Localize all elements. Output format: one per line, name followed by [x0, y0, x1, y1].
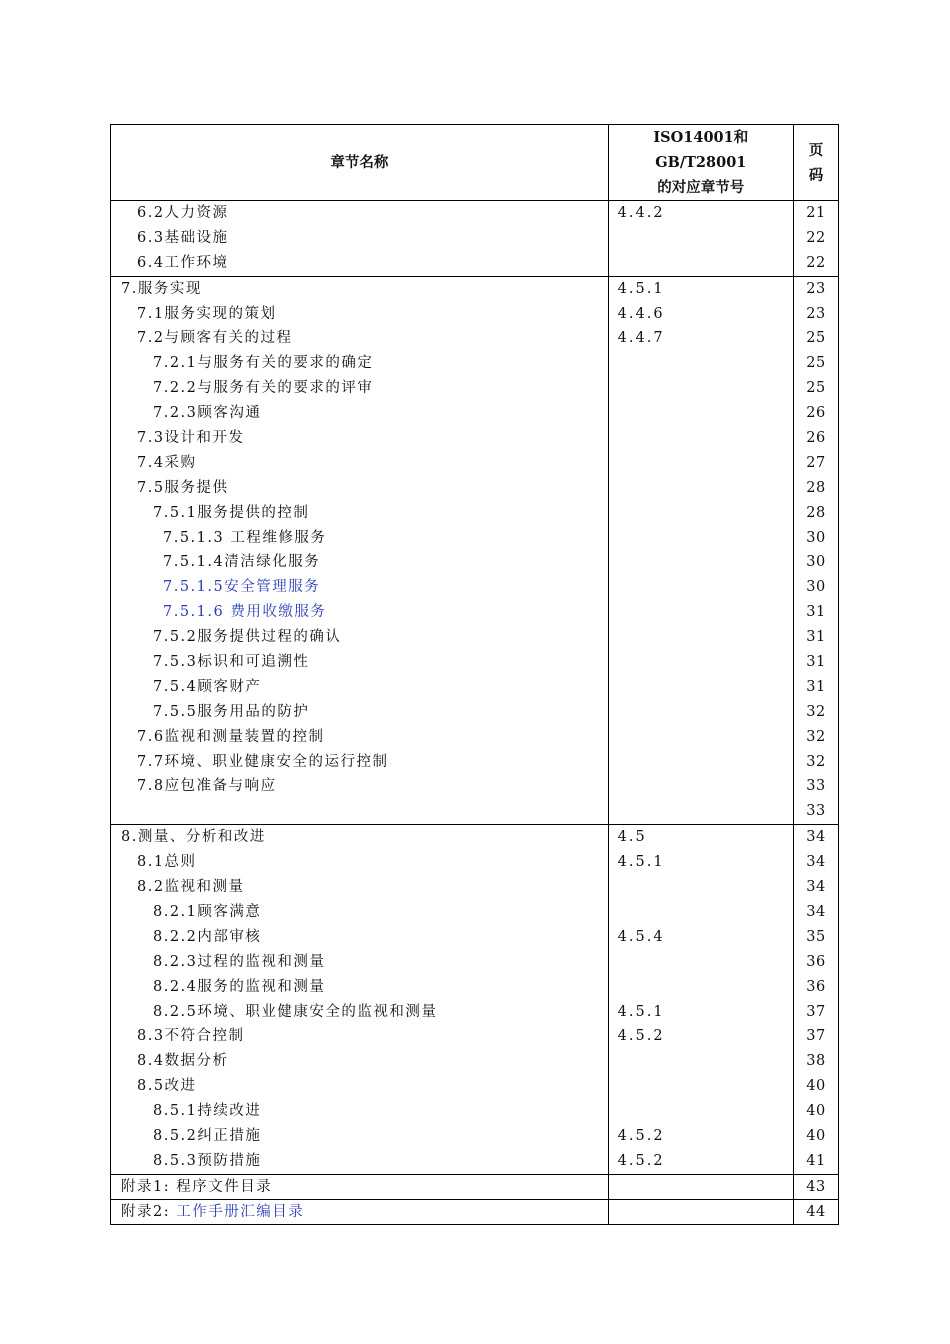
toc-entry: 7.2.3顾客沟通	[153, 405, 262, 422]
page-number: 30	[806, 529, 826, 546]
page-number: 38	[806, 1053, 826, 1070]
page-number: 31	[806, 654, 826, 671]
iso-clause	[609, 1049, 793, 1074]
toc-entry: 7.5服务提供	[137, 479, 229, 496]
toc-entry: 7.3设计和开发	[137, 430, 245, 447]
appendix-1-title: 程序文件目录	[176, 1178, 273, 1195]
toc-entry: 8.5.2纠正措施	[153, 1127, 262, 1144]
appendix-1-prefix: 附录1:	[121, 1178, 171, 1195]
page-number: 32	[806, 753, 826, 770]
toc-entry: 8.2.4服务的监视和测量	[153, 978, 326, 995]
toc-entry: 8.5.3预防措施	[153, 1152, 262, 1169]
appendix-1-row	[111, 1174, 839, 1199]
toc-entry: 7.2.2与服务有关的要求的评审	[153, 380, 374, 397]
header-page	[793, 125, 838, 201]
page-number: 26	[806, 430, 826, 447]
page-number: 32	[806, 728, 826, 745]
toc-entry-link[interactable]: 7.5.1.6 费用收缴服务	[163, 604, 327, 621]
toc-entry-link[interactable]: 7.5.1.5安全管理服务	[163, 579, 321, 596]
page-number: 21	[806, 205, 826, 221]
toc-table	[110, 124, 839, 1225]
page-number: 30	[806, 554, 826, 571]
page-number: 31	[806, 604, 826, 621]
page-number: 33	[806, 803, 826, 820]
section-6-names	[111, 201, 609, 277]
page-number: 37	[806, 1003, 826, 1020]
appendix-1-page-cell	[793, 1174, 838, 1199]
page-number: 34	[806, 903, 826, 920]
appendix-2-page-cell	[793, 1199, 838, 1224]
iso-clause	[609, 875, 793, 900]
toc-entry: 8.5改进	[137, 1078, 197, 1095]
toc-entry: 7.8应包准备与响应	[137, 778, 277, 795]
page-number: 34	[806, 829, 826, 846]
page-number: 25	[806, 355, 826, 372]
toc-entry: 7.6监视和测量装置的控制	[137, 728, 325, 745]
toc-entry: 8.2.3过程的监视和测量	[153, 953, 326, 970]
header-page-line1: 页	[808, 141, 824, 159]
page-number: 27	[806, 454, 826, 471]
toc-entry: 8.2.5环境、职业健康安全的监视和测量	[153, 1003, 438, 1020]
iso-clause: 4.5.1	[617, 280, 665, 297]
toc-entry: 7.5.5服务用品的防护	[153, 703, 310, 720]
page-number: 36	[806, 953, 826, 970]
toc-entry: 7.2与顾客有关的过程	[137, 330, 293, 347]
iso-clause: 4.5.1	[617, 1003, 665, 1020]
header-row	[111, 125, 839, 201]
section-8-row	[111, 825, 839, 1174]
toc-entry: 6.2人力资源	[137, 205, 229, 221]
page-number: 40	[806, 1127, 826, 1144]
section-6-row	[111, 201, 839, 277]
iso-clause	[609, 1099, 793, 1124]
appendix-2-row	[111, 1199, 839, 1224]
toc-entry: 8.2监视和测量	[137, 879, 245, 896]
page-number: 25	[806, 380, 826, 397]
section-8-iso	[608, 825, 793, 1174]
iso-clause	[609, 226, 793, 251]
page-number: 40	[806, 1078, 826, 1095]
iso-clause	[609, 1074, 793, 1099]
section-6-pages	[793, 201, 838, 277]
header-chapter-name: 章节名称	[111, 125, 609, 201]
page-number: 36	[806, 978, 826, 995]
appendix-2-prefix: 附录2:	[121, 1203, 171, 1220]
iso-clause	[609, 975, 793, 1000]
iso-clause: 4.4.6	[617, 305, 665, 322]
page-number: 32	[806, 703, 826, 720]
page-number: 25	[806, 330, 826, 347]
toc-entry: 7.5.2服务提供过程的确认	[153, 629, 342, 646]
toc-entry: 7.服务实现	[121, 280, 202, 297]
page-number: 37	[806, 1028, 826, 1045]
section-8-pages	[793, 825, 838, 1174]
appendix-2-page: 44	[806, 1203, 826, 1220]
page-number: 28	[806, 504, 826, 521]
page-number: 26	[806, 405, 826, 422]
appendix-2-iso	[608, 1199, 793, 1224]
toc-entry: 7.2.1与服务有关的要求的确定	[153, 355, 374, 372]
page-number: 22	[806, 254, 826, 271]
toc-entry: 7.5.1.3 工程维修服务	[163, 529, 327, 546]
toc-entry: 7.5.3标识和可追溯性	[153, 654, 310, 671]
page-number: 41	[806, 1152, 826, 1169]
toc-entry: 8.3不符合控制	[137, 1028, 245, 1045]
page-number: 31	[806, 629, 826, 646]
iso-clause: 4.5.2	[617, 1028, 665, 1045]
page-number: 34	[806, 879, 826, 896]
toc-entry: 7.7环境、职业健康安全的运行控制	[137, 753, 389, 770]
page-number: 30	[806, 579, 826, 596]
toc-entry: 8.4数据分析	[137, 1053, 229, 1070]
iso-clause	[609, 950, 793, 975]
toc-entry: 6.4工作环境	[137, 254, 229, 271]
iso-clause	[609, 251, 793, 276]
iso-clause: 4.4.2	[617, 205, 665, 221]
header-iso	[608, 125, 793, 201]
header-iso-line2: 的对应章节号	[657, 179, 745, 196]
toc-entry: 7.1服务实现的策划	[137, 305, 277, 322]
section-7-names	[111, 276, 609, 825]
iso-clause: 4.5	[617, 829, 647, 846]
appendix-2-title-link[interactable]: 工作手册汇编目录	[176, 1203, 305, 1220]
toc-entry: 7.5.1服务提供的控制	[153, 504, 310, 521]
iso-clause	[609, 900, 793, 925]
toc-entry: 8.5.1持续改进	[153, 1103, 262, 1120]
page-number: 23	[806, 280, 826, 297]
section-7-pages	[793, 276, 838, 825]
toc-entry: 8.测量、分析和改进	[121, 829, 266, 846]
section-6-iso	[608, 201, 793, 277]
iso-clause: 4.5.4	[617, 928, 665, 945]
section-7-iso	[608, 276, 793, 825]
page-number: 31	[806, 678, 826, 695]
page-number: 23	[806, 305, 826, 322]
toc-entry: 7.5.1.4清洁绿化服务	[163, 554, 321, 571]
header-page-line2: 码	[808, 166, 824, 184]
toc-entry: 7.4采购	[137, 454, 197, 471]
page-number: 34	[806, 854, 826, 871]
toc-entry: 7.5.4顾客财产	[153, 678, 262, 695]
iso-clause: 4.5.2	[617, 1127, 665, 1144]
appendix-1-name	[111, 1174, 609, 1199]
toc-entry: 8.1总则	[137, 854, 197, 871]
iso-clause: 4.4.7	[617, 330, 665, 347]
header-iso-line1: ISO14001和GB/T28001	[653, 129, 749, 171]
appendix-1-page: 43	[806, 1178, 826, 1195]
iso-clause: 4.5.1	[617, 854, 665, 871]
toc-entry: 8.2.2内部审核	[153, 928, 262, 945]
section-8-names	[111, 825, 609, 1174]
section-7-row	[111, 276, 839, 825]
page-number: 40	[806, 1103, 826, 1120]
iso-clause: 4.5.2	[617, 1152, 665, 1169]
page-number: 33	[806, 778, 826, 795]
page-number: 35	[806, 928, 826, 945]
toc-entry: 8.2.1顾客满意	[153, 903, 262, 920]
appendix-2-name	[111, 1199, 609, 1224]
appendix-1-iso	[608, 1174, 793, 1199]
page-number: 28	[806, 479, 826, 496]
page-number: 22	[806, 229, 826, 246]
toc-entry: 6.3基础设施	[137, 229, 229, 246]
